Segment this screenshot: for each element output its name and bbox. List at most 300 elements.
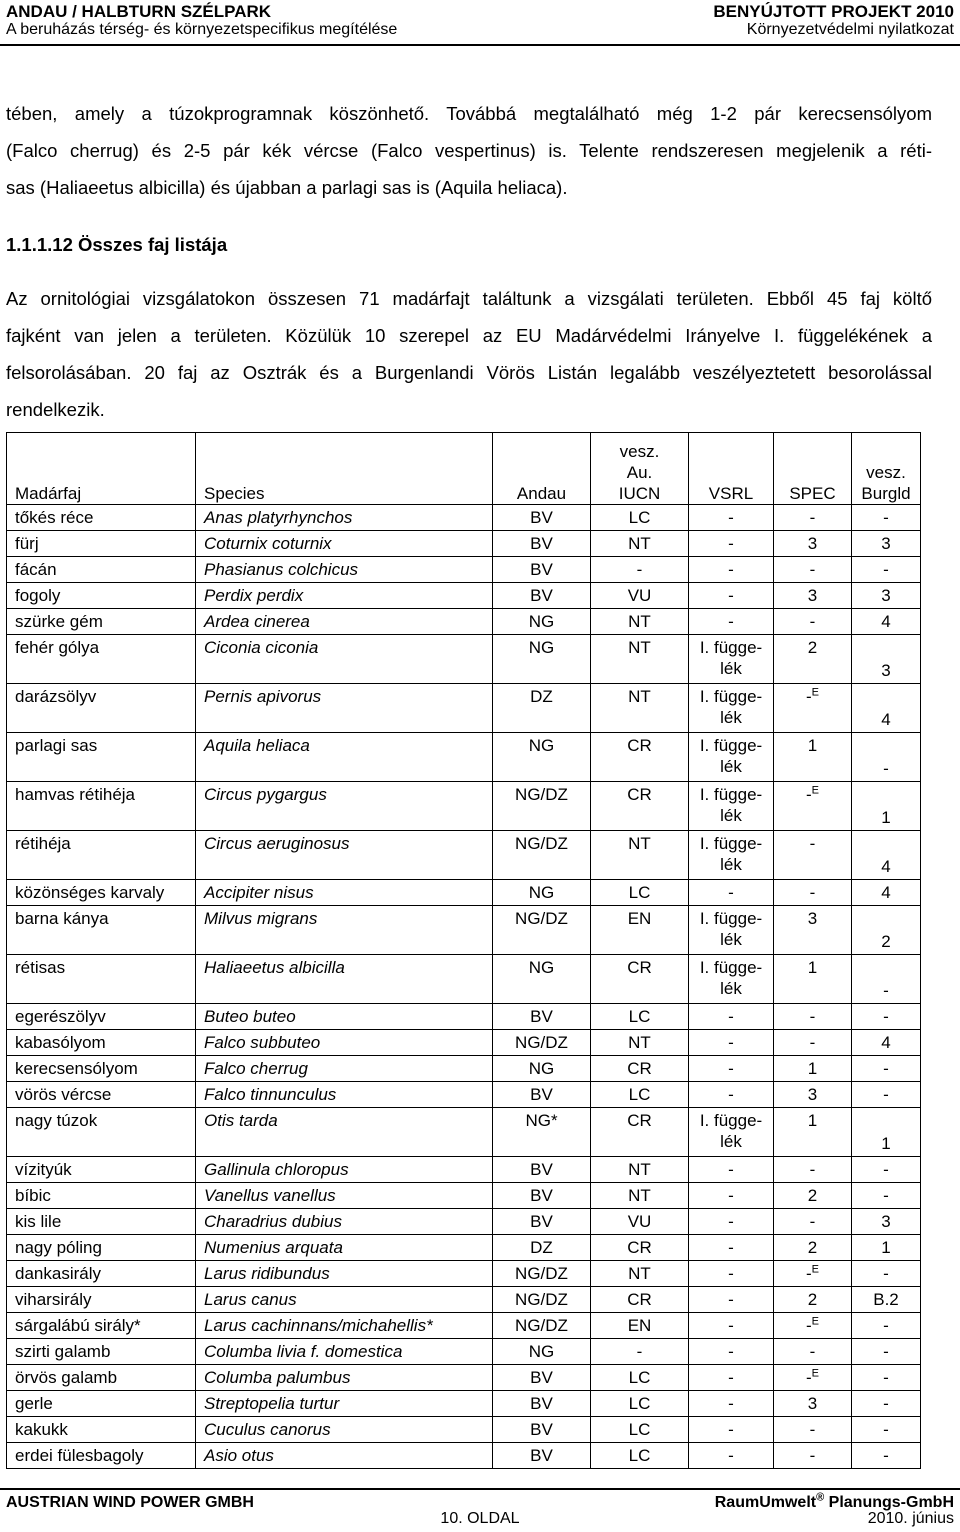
intro-line: (Falco cherrug) és 2-5 pár kék vércse (Falco vespertinus) is. Telente rendszeresen megjelenik a réti- (6, 140, 932, 161)
cell-spec-value: 3 (807, 534, 818, 553)
cell-andau: NG (493, 880, 591, 906)
cell-burgld: - (852, 1261, 921, 1287)
cell-spec-value: 1 (807, 1111, 818, 1130)
cell-hungarian-name: parlagi sas (7, 733, 196, 782)
cell-species: Pernis apivorus (196, 684, 493, 733)
cell-vsrl-line1: - (728, 1316, 734, 1335)
cell-vsrl (689, 531, 774, 557)
cell-spec (774, 1339, 852, 1365)
cell-vsrl-line1: - (728, 1264, 734, 1283)
table-row (7, 782, 921, 831)
cell-vsrl (689, 1108, 774, 1157)
cell-vsrl-line1: - (728, 612, 734, 631)
cell-vsrl (689, 782, 774, 831)
cell-species: Vanellus vanellus (196, 1183, 493, 1209)
table-row (7, 880, 921, 906)
cell-species: Larus ridibundus (196, 1261, 493, 1287)
cell-vsrl-line1: - (728, 1059, 734, 1078)
cell-vsrl-line2: lék (720, 930, 742, 949)
table-row (7, 1417, 921, 1443)
cell-andau: NG/DZ (493, 1261, 591, 1287)
cell-burgld: - (852, 1157, 921, 1183)
cell-vsrl (689, 557, 774, 583)
cell-andau: BV (493, 1365, 591, 1391)
cell-andau: DZ (493, 684, 591, 733)
cell-burgld: - (852, 1082, 921, 1108)
page-footer (0, 1488, 960, 1532)
cell-hungarian-name: hamvas rétihéja (7, 782, 196, 831)
header-iucn-line2: Au. (626, 463, 653, 482)
cell-spec (774, 1365, 852, 1391)
table-row (7, 531, 921, 557)
cell-spec-value: 2 (807, 1238, 818, 1257)
cell-spec-value: - (809, 1160, 816, 1179)
cell-vsrl (689, 505, 774, 531)
cell-vsrl (689, 955, 774, 1004)
cell-vsrl (689, 1157, 774, 1183)
intro-paragraph (6, 95, 932, 206)
cell-vsrl-line1: I. függe- (699, 834, 763, 853)
header-project-title: ANDAU / HALBTURN SZÉLPARK (6, 2, 272, 21)
cell-spec-value: - (809, 560, 816, 579)
cell-vsrl (689, 1082, 774, 1108)
cell-species: Coturnix coturnix (196, 531, 493, 557)
cell-burgld: - (852, 1417, 921, 1443)
cell-vsrl (689, 906, 774, 955)
table-row (7, 557, 921, 583)
cell-vsrl-line1: - (728, 883, 734, 902)
cell-hungarian-name: nagy túzok (7, 1108, 196, 1157)
cell-andau: NG/DZ (493, 1030, 591, 1056)
cell-hungarian-name: gerle (7, 1391, 196, 1417)
cell-spec (774, 635, 852, 684)
cell-vsrl-line2: lék (720, 708, 742, 727)
cell-andau: NG (493, 1056, 591, 1082)
cell-species: Ciconia ciconia (196, 635, 493, 684)
cell-iucn: LC (591, 1443, 689, 1469)
cell-vsrl-line1: - (728, 1290, 734, 1309)
cell-species: Columba livia f. domestica (196, 1339, 493, 1365)
footer-page-number: 10. OLDAL (440, 1510, 520, 1527)
cell-spec (774, 1443, 852, 1469)
header-burgld (852, 433, 921, 505)
cell-burgld: - (852, 505, 921, 531)
cell-burgld: 3 (852, 531, 921, 557)
cell-burgld: - (852, 1004, 921, 1030)
cell-iucn: NT (591, 1261, 689, 1287)
table-row (7, 1339, 921, 1365)
cell-vsrl (689, 1004, 774, 1030)
cell-vsrl-line1: I. függe- (699, 785, 763, 804)
cell-vsrl-line1: - (728, 1420, 734, 1439)
cell-burgld: B.2 (852, 1287, 921, 1313)
table-row (7, 684, 921, 733)
cell-burgld: - (852, 1443, 921, 1469)
cell-burgld: 4 (852, 609, 921, 635)
cell-spec (774, 583, 852, 609)
cell-vsrl (689, 1235, 774, 1261)
cell-iucn: NT (591, 1157, 689, 1183)
table-row (7, 1261, 921, 1287)
cell-spec-value: - (809, 1007, 816, 1026)
page-header (0, 0, 960, 46)
species-table (6, 432, 921, 1469)
table-row (7, 1004, 921, 1030)
cell-spec (774, 609, 852, 635)
cell-iucn: LC (591, 880, 689, 906)
cell-hungarian-name: kakukk (7, 1417, 196, 1443)
cell-vsrl-line1: - (728, 1238, 734, 1257)
cell-hungarian-name: fürj (7, 531, 196, 557)
cell-species: Phasianus colchicus (196, 557, 493, 583)
cell-hungarian-name: fogoly (7, 583, 196, 609)
cell-andau: BV (493, 1157, 591, 1183)
footer-planner-name-a: RaumUmwelt (714, 1494, 817, 1511)
cell-spec-value: - (809, 508, 816, 527)
cell-hungarian-name: darázsölyv (7, 684, 196, 733)
table-row (7, 1391, 921, 1417)
cell-spec-superscript: E (811, 1315, 819, 1328)
cell-vsrl (689, 1313, 774, 1339)
cell-spec (774, 1261, 852, 1287)
cell-vsrl-line1: - (728, 1160, 734, 1179)
cell-andau: NG/DZ (493, 831, 591, 880)
cell-spec (774, 906, 852, 955)
cell-spec (774, 831, 852, 880)
table-row (7, 609, 921, 635)
footer-company: AUSTRIAN WIND POWER GMBH (6, 1494, 254, 1511)
cell-vsrl-line1: - (728, 1368, 734, 1387)
cell-spec (774, 955, 852, 1004)
table-row (7, 906, 921, 955)
header-spec: SPEC (774, 433, 852, 505)
cell-vsrl-line1: I. függe- (699, 736, 763, 755)
cell-burgld: - (852, 557, 921, 583)
cell-species: Aquila heliaca (196, 733, 493, 782)
cell-vsrl-line1: - (728, 1007, 734, 1026)
cell-iucn: CR (591, 955, 689, 1004)
cell-andau: BV (493, 505, 591, 531)
cell-hungarian-name: rétihéja (7, 831, 196, 880)
cell-iucn: NT (591, 609, 689, 635)
cell-hungarian-name: erdei fülesbagoly (7, 1443, 196, 1469)
table-row (7, 1183, 921, 1209)
cell-vsrl-line1: - (728, 560, 734, 579)
intro-line: tében, amely a túzokprogramnak köszönhető. Továbbá megtalálható még 1-2 pár kerecsensólyom (6, 103, 932, 124)
header-burgld-line2: Burgld (861, 484, 911, 503)
cell-species: Larus canus (196, 1287, 493, 1313)
table-row (7, 1313, 921, 1339)
cell-spec-value: - (809, 612, 816, 631)
cell-andau: BV (493, 1082, 591, 1108)
cell-vsrl (689, 1030, 774, 1056)
cell-vsrl-line1: - (728, 534, 734, 553)
cell-vsrl-line2: lék (720, 1132, 742, 1151)
cell-species: Circus aeruginosus (196, 831, 493, 880)
cell-iucn: LC (591, 1365, 689, 1391)
cell-species: Anas platyrhynchos (196, 505, 493, 531)
cell-hungarian-name: közönséges karvaly (7, 880, 196, 906)
cell-vsrl-line1: - (728, 508, 734, 527)
table-row (7, 831, 921, 880)
cell-iucn: EN (591, 906, 689, 955)
cell-iucn: VU (591, 1209, 689, 1235)
header-andau: Andau (493, 433, 591, 505)
cell-spec-superscript: E (811, 784, 819, 797)
cell-vsrl-line2: lék (720, 979, 742, 998)
cell-iucn: NT (591, 831, 689, 880)
cell-spec-value: - (809, 834, 816, 853)
cell-andau: BV (493, 557, 591, 583)
cell-species: Cuculus canorus (196, 1417, 493, 1443)
header-document-title: BENYÚJTOTT PROJEKT 2010 (713, 2, 954, 21)
cell-vsrl-line1: I. függe- (699, 1111, 763, 1130)
cell-hungarian-name: fehér gólya (7, 635, 196, 684)
cell-burgld: 4 (852, 684, 921, 733)
cell-species: Falco tinnunculus (196, 1082, 493, 1108)
header-iucn-line1: vesz. (619, 442, 660, 461)
cell-iucn: LC (591, 505, 689, 531)
cell-spec-value: 2 (807, 638, 818, 657)
cell-vsrl-line1: I. függe- (699, 958, 763, 977)
cell-iucn: CR (591, 1108, 689, 1157)
cell-iucn: CR (591, 782, 689, 831)
cell-spec-value: - (809, 1212, 816, 1231)
cell-vsrl-line2: lék (720, 757, 742, 776)
table-row (7, 955, 921, 1004)
table-row (7, 1108, 921, 1157)
cell-spec-value: - (805, 1316, 812, 1335)
cell-andau: NG* (493, 1108, 591, 1157)
cell-hungarian-name: fácán (7, 557, 196, 583)
cell-vsrl (689, 1209, 774, 1235)
cell-burgld: 4 (852, 831, 921, 880)
cell-iucn: LC (591, 1417, 689, 1443)
table-row (7, 1209, 921, 1235)
cell-hungarian-name: barna kánya (7, 906, 196, 955)
cell-vsrl (689, 1183, 774, 1209)
cell-iucn: EN (591, 1313, 689, 1339)
cell-vsrl (689, 1287, 774, 1313)
body-line: rendelkezik. (6, 399, 105, 420)
cell-spec (774, 557, 852, 583)
cell-spec (774, 1417, 852, 1443)
cell-vsrl-line1: I. függe- (699, 687, 763, 706)
cell-iucn: CR (591, 1235, 689, 1261)
cell-andau: NG (493, 733, 591, 782)
cell-burgld: - (852, 1313, 921, 1339)
cell-iucn: CR (591, 1056, 689, 1082)
cell-spec (774, 505, 852, 531)
cell-iucn: LC (591, 1082, 689, 1108)
cell-vsrl (689, 1339, 774, 1365)
cell-species: Otis tarda (196, 1108, 493, 1157)
table-header-row (7, 433, 921, 505)
cell-vsrl (689, 1365, 774, 1391)
cell-spec (774, 1209, 852, 1235)
cell-spec (774, 1391, 852, 1417)
cell-spec-value: 1 (807, 958, 818, 977)
cell-burgld: 1 (852, 1108, 921, 1157)
cell-spec-value: 1 (807, 736, 818, 755)
cell-iucn: LC (591, 1004, 689, 1030)
table-row (7, 1235, 921, 1261)
table-row (7, 505, 921, 531)
cell-andau: NG/DZ (493, 1287, 591, 1313)
table-row (7, 1056, 921, 1082)
header-burgld-line1: vesz. (866, 463, 906, 482)
cell-spec (774, 1313, 852, 1339)
cell-species: Numenius arquata (196, 1235, 493, 1261)
footer-planner-name-b: Planungs-GmbH (824, 1494, 954, 1511)
cell-andau: NG (493, 609, 591, 635)
cell-spec (774, 1235, 852, 1261)
cell-burgld: 3 (852, 583, 921, 609)
table-row (7, 733, 921, 782)
cell-vsrl-line1: - (728, 1212, 734, 1231)
cell-species: Accipiter nisus (196, 880, 493, 906)
table-row (7, 1157, 921, 1183)
cell-burgld: 3 (852, 635, 921, 684)
cell-spec (774, 1030, 852, 1056)
cell-burgld: 1 (852, 1235, 921, 1261)
header-iucn (591, 433, 689, 505)
body-line: felsorolásában. 20 faj az Osztrák és a Burgenlandi Vörös Listán legalább veszélyeztetett besorolással (6, 362, 932, 383)
cell-spec (774, 531, 852, 557)
cell-spec-value: 1 (807, 1059, 818, 1078)
cell-species: Falco subbuteo (196, 1030, 493, 1056)
cell-burgld: 4 (852, 1030, 921, 1056)
cell-vsrl (689, 684, 774, 733)
table-row (7, 635, 921, 684)
cell-vsrl-line1: - (728, 1085, 734, 1104)
cell-vsrl-line1: I. függe- (699, 638, 763, 657)
cell-andau: BV (493, 1391, 591, 1417)
cell-hungarian-name: vörös vércse (7, 1082, 196, 1108)
section-heading: 1.1.1.12 Összes faj listája (6, 234, 228, 255)
cell-spec (774, 1108, 852, 1157)
cell-andau: NG/DZ (493, 782, 591, 831)
cell-species: Ardea cinerea (196, 609, 493, 635)
cell-burgld: 2 (852, 906, 921, 955)
cell-spec-value: 2 (807, 1186, 818, 1205)
cell-spec-value: - (805, 785, 812, 804)
cell-hungarian-name: bíbic (7, 1183, 196, 1209)
cell-vsrl-line1: - (728, 1394, 734, 1413)
cell-spec-value: - (809, 883, 816, 902)
intro-line: sas (Haliaeetus albicilla) és újabban a parlagi sas is (Aquila heliaca). (6, 177, 568, 198)
cell-hungarian-name: rétisas (7, 955, 196, 1004)
cell-vsrl-line2: lék (720, 855, 742, 874)
cell-andau: BV (493, 531, 591, 557)
cell-spec (774, 1056, 852, 1082)
cell-burgld: - (852, 955, 921, 1004)
cell-spec (774, 1157, 852, 1183)
footer-date: 2010. június (867, 1510, 954, 1527)
cell-species: Milvus migrans (196, 906, 493, 955)
cell-spec-value: 3 (807, 586, 818, 605)
header-project-subtitle: A beruházás térség- és környezetspecifikus megítélése (6, 21, 398, 38)
cell-spec-value: - (809, 1342, 816, 1361)
cell-andau: BV (493, 1443, 591, 1469)
cell-hungarian-name: kerecsensólyom (7, 1056, 196, 1082)
cell-spec-value: - (809, 1446, 816, 1465)
cell-spec-value: - (805, 687, 812, 706)
cell-spec (774, 684, 852, 733)
cell-vsrl (689, 1261, 774, 1287)
header-species: Species (196, 433, 493, 505)
cell-vsrl (689, 609, 774, 635)
cell-burgld: - (852, 1365, 921, 1391)
cell-spec-value: 3 (807, 1394, 818, 1413)
cell-burgld: 4 (852, 880, 921, 906)
registered-mark: ® (816, 1491, 825, 1504)
cell-vsrl-line1: - (728, 1033, 734, 1052)
cell-burgld: - (852, 1056, 921, 1082)
table-row (7, 1443, 921, 1469)
cell-species: Perdix perdix (196, 583, 493, 609)
cell-hungarian-name: nagy póling (7, 1235, 196, 1261)
cell-vsrl (689, 1056, 774, 1082)
cell-spec (774, 880, 852, 906)
cell-iucn: NT (591, 684, 689, 733)
cell-iucn: VU (591, 583, 689, 609)
cell-vsrl (689, 583, 774, 609)
cell-spec-value: - (809, 1033, 816, 1052)
cell-iucn: CR (591, 733, 689, 782)
cell-vsrl (689, 733, 774, 782)
cell-vsrl (689, 1443, 774, 1469)
cell-iucn: NT (591, 531, 689, 557)
cell-andau: BV (493, 1183, 591, 1209)
table-row (7, 583, 921, 609)
cell-spec-value: - (805, 1264, 812, 1283)
table-row (7, 1287, 921, 1313)
table-row (7, 1365, 921, 1391)
cell-hungarian-name: vízityúk (7, 1157, 196, 1183)
cell-hungarian-name: szirti galamb (7, 1339, 196, 1365)
cell-vsrl-line1: - (728, 1446, 734, 1465)
cell-iucn: - (591, 1339, 689, 1365)
table-row (7, 1030, 921, 1056)
cell-hungarian-name: kis lile (7, 1209, 196, 1235)
cell-hungarian-name: egerészölyv (7, 1004, 196, 1030)
cell-hungarian-name: örvös galamb (7, 1365, 196, 1391)
cell-vsrl-line2: lék (720, 659, 742, 678)
cell-andau: NG (493, 1339, 591, 1365)
cell-hungarian-name: dankasirály (7, 1261, 196, 1287)
cell-iucn: - (591, 557, 689, 583)
cell-hungarian-name: viharsirály (7, 1287, 196, 1313)
cell-species: Charadrius dubius (196, 1209, 493, 1235)
cell-andau: DZ (493, 1235, 591, 1261)
cell-burgld: 1 (852, 782, 921, 831)
cell-burgld: 3 (852, 1209, 921, 1235)
cell-andau: NG (493, 955, 591, 1004)
body-paragraph (6, 280, 932, 428)
cell-spec (774, 1082, 852, 1108)
cell-iucn: NT (591, 1030, 689, 1056)
cell-iucn: NT (591, 635, 689, 684)
body-line: Az ornitológiai vizsgálatokon összesen 71 madárfajt találtunk a vizsgálati területen. Ebből 45 faj költő (6, 288, 932, 309)
cell-hungarian-name: kabasólyom (7, 1030, 196, 1056)
cell-spec-superscript: E (811, 1263, 819, 1276)
cell-andau: NG/DZ (493, 906, 591, 955)
cell-vsrl (689, 831, 774, 880)
table-row (7, 1082, 921, 1108)
cell-vsrl-line1: I. függe- (699, 909, 763, 928)
cell-burgld: - (852, 733, 921, 782)
